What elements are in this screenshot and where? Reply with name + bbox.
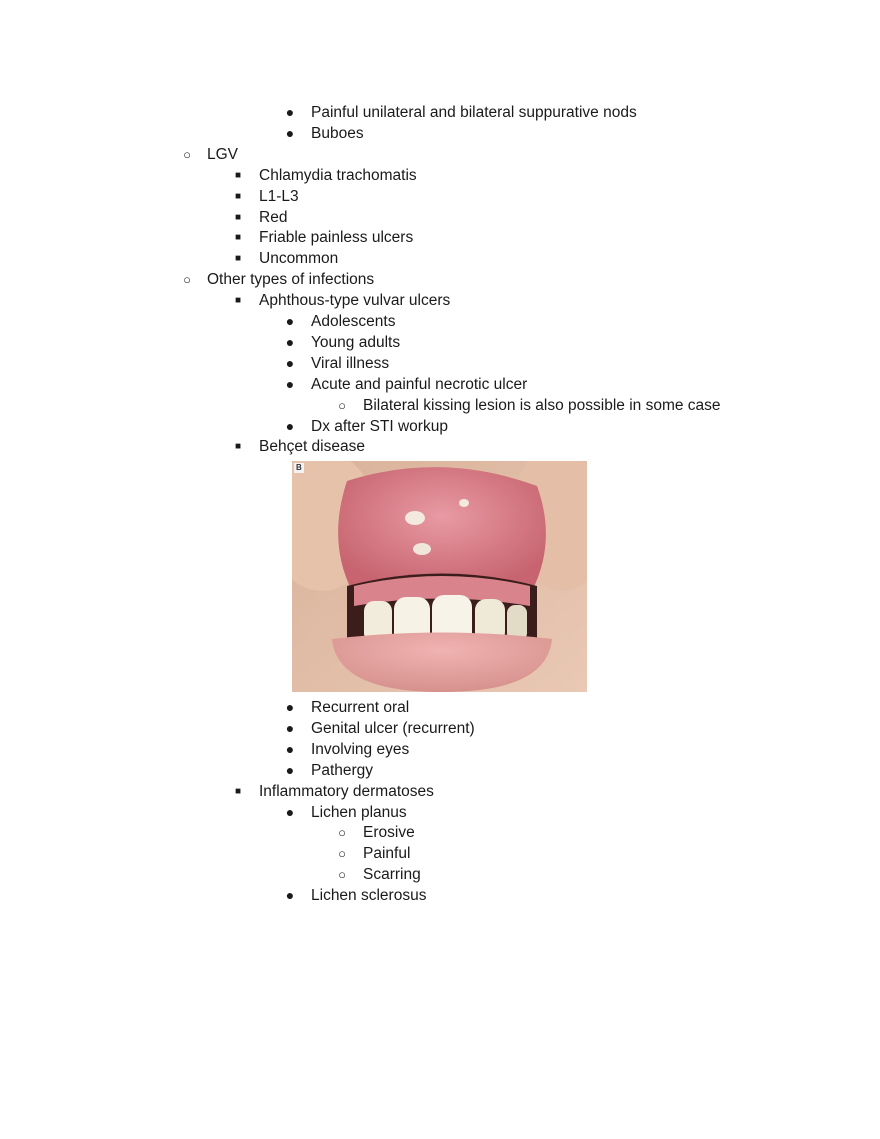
list-bullet-icon: ● xyxy=(285,375,295,392)
list-bullet-icon: ○ xyxy=(183,272,191,288)
list-item-text: Friable painless ulcers xyxy=(259,229,414,247)
list-item-text: Young adults xyxy=(311,333,401,351)
list-item-text: Pathergy xyxy=(311,761,374,779)
list-bullet-icon: ● xyxy=(285,761,295,778)
list-item-text: LGV xyxy=(207,145,239,163)
list-bullet-icon: ■ xyxy=(234,253,242,265)
list-bullet-icon: ■ xyxy=(234,441,242,453)
list-item-text: Acute and painful necrotic ulcer xyxy=(311,375,528,393)
list-bullet-icon: ■ xyxy=(234,169,242,181)
list-bullet-icon: ■ xyxy=(234,295,242,307)
list-bullet-icon: ○ xyxy=(338,825,346,841)
list-item-text: Other types of infections xyxy=(207,271,375,289)
list-bullet-icon: ● xyxy=(285,124,295,141)
list-item-text: Aphthous-type vulvar ulcers xyxy=(259,292,451,310)
list-item-text: Buboes xyxy=(311,124,364,142)
list-bullet-icon: ● xyxy=(285,354,295,371)
list-item-text: Lichen planus xyxy=(311,803,407,821)
list-item-text: Recurrent oral xyxy=(311,699,410,716)
list-bullet-icon: ○ xyxy=(338,867,346,883)
list-bullet-icon: ● xyxy=(285,313,295,329)
figure-image xyxy=(292,461,587,692)
list-item-text: Involving eyes xyxy=(311,740,410,758)
list-item-text: Adolescents xyxy=(311,313,396,330)
list-item-text: Bilateral kissing lesion is also possible in some case xyxy=(363,396,721,414)
list-bullet-icon: ● xyxy=(285,417,295,434)
list-item-text: Genital ulcer (recurrent) xyxy=(311,719,475,737)
list-bullet-icon: ○ xyxy=(338,846,346,862)
list-bullet-icon: ■ xyxy=(234,785,242,797)
list-bullet-icon: ● xyxy=(285,719,295,736)
list-bullet-icon: ● xyxy=(285,333,295,350)
list-bullet-icon: ○ xyxy=(338,397,346,413)
list-bullet-icon: ● xyxy=(285,699,295,715)
list-item-text: Inflammatory dermatoses xyxy=(259,782,434,800)
list-item-text: Scarring xyxy=(363,866,421,884)
list-item-text: Chlamydia trachomatis xyxy=(259,166,417,184)
list-item-text: Red xyxy=(259,208,288,226)
list-bullet-icon: ■ xyxy=(234,232,242,244)
list-bullet-icon: ■ xyxy=(234,190,242,202)
list-item-text: Viral illness xyxy=(311,354,390,372)
list-item-text: Erosive xyxy=(363,824,415,842)
figure-label: B xyxy=(296,463,302,472)
list-item-text: Painful xyxy=(363,845,411,863)
mouth-ulcer-photo xyxy=(292,461,587,692)
list-bullet-icon: ○ xyxy=(183,146,191,162)
list-item-text: Uncommon xyxy=(259,250,339,268)
list-item-text: L1-L3 xyxy=(259,187,299,205)
list-bullet-icon: ● xyxy=(285,104,295,120)
list-bullet-icon: ● xyxy=(285,803,295,820)
list-item-text: Behçet disease xyxy=(259,438,365,456)
list-item-text: Painful unilateral and bilateral suppurative nods xyxy=(311,104,637,121)
list-bullet-icon: ● xyxy=(285,740,295,757)
list-bullet-icon: ● xyxy=(285,887,295,904)
list-item-text: Dx after STI workup xyxy=(311,417,448,435)
list-item-text: Lichen sclerosus xyxy=(311,887,427,905)
list-bullet-icon: ■ xyxy=(234,211,242,223)
